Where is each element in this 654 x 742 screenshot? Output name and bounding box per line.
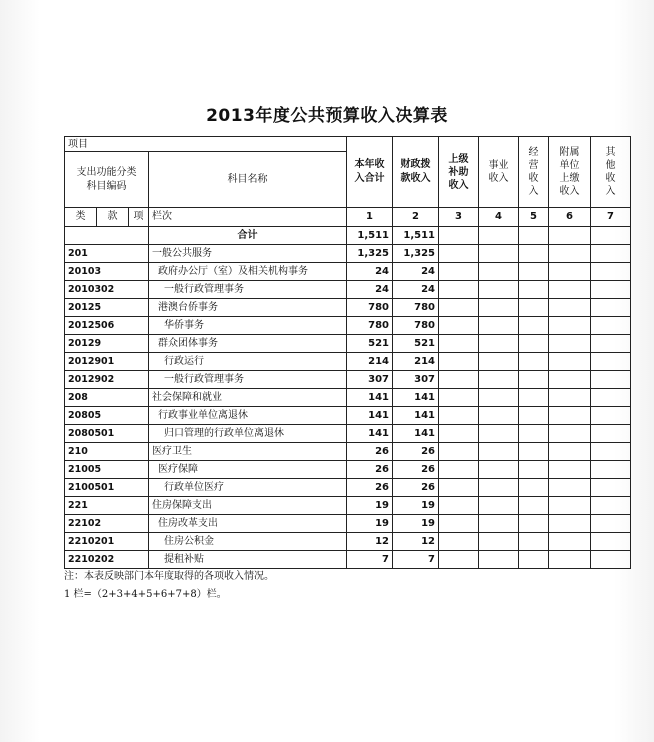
table-row	[65, 551, 631, 569]
row-total: 26	[347, 479, 393, 497]
row-empty	[519, 317, 549, 335]
row-empty	[591, 425, 631, 443]
total-empty	[519, 227, 549, 245]
row-fiscal: 780	[393, 299, 439, 317]
row-empty	[519, 479, 549, 497]
row-empty	[549, 461, 591, 479]
total-empty	[591, 227, 631, 245]
row-empty	[591, 353, 631, 371]
row-empty	[519, 407, 549, 425]
row-fiscal: 780	[393, 317, 439, 335]
row-fiscal: 26	[393, 479, 439, 497]
row-code: 2100501	[65, 479, 149, 497]
row-empty	[439, 263, 479, 281]
table-row	[65, 263, 631, 281]
header-row-index	[65, 208, 631, 227]
row-total: 141	[347, 389, 393, 407]
row-empty	[479, 551, 519, 569]
lei-header: 类	[65, 208, 97, 227]
row-empty	[479, 425, 519, 443]
row-total: 24	[347, 263, 393, 281]
row-empty	[519, 245, 549, 263]
total-empty	[549, 227, 591, 245]
col-total-label: 本年收 入合计	[354, 159, 385, 184]
col-superior-header	[439, 137, 479, 208]
table-row	[65, 479, 631, 497]
col-affiliated-label: 附属 单位 上缴 收入	[559, 147, 580, 197]
footnote-1: 注：本表反映部门本年度取得的各项收入情况。	[64, 571, 274, 582]
row-total: 214	[347, 353, 393, 371]
col-other-header	[591, 137, 631, 208]
row-empty	[549, 551, 591, 569]
row-fiscal: 12	[393, 533, 439, 551]
row-empty	[519, 281, 549, 299]
row-empty	[591, 281, 631, 299]
row-fiscal: 521	[393, 335, 439, 353]
row-empty	[549, 425, 591, 443]
table-row	[65, 371, 631, 389]
table-row	[65, 515, 631, 533]
col-index-7: 7	[591, 208, 631, 227]
func-code-header	[65, 152, 149, 208]
row-fiscal: 19	[393, 497, 439, 515]
xiang-header: 项	[129, 208, 149, 227]
row-empty	[479, 317, 519, 335]
row-empty	[549, 371, 591, 389]
row-empty	[479, 353, 519, 371]
row-empty	[439, 533, 479, 551]
header-row-item	[65, 137, 631, 152]
row-empty	[439, 515, 479, 533]
row-total: 7	[347, 551, 393, 569]
total-empty	[479, 227, 519, 245]
row-empty	[591, 299, 631, 317]
row-empty	[439, 389, 479, 407]
row-name: 住房公积金	[149, 533, 347, 551]
row-name: 政府办公厅（室）及相关机构事务	[149, 263, 347, 281]
table-row	[65, 299, 631, 317]
row-empty	[519, 299, 549, 317]
row-total: 12	[347, 533, 393, 551]
col-index-3: 3	[439, 208, 479, 227]
row-fiscal: 307	[393, 371, 439, 389]
row-empty	[591, 389, 631, 407]
row-code: 2012506	[65, 317, 149, 335]
col-superior-label: 上级 补助 收入	[448, 153, 469, 191]
footnotes	[64, 568, 630, 604]
row-empty	[519, 461, 549, 479]
col-business-label: 事业 收入	[488, 160, 509, 184]
row-empty	[519, 551, 549, 569]
row-empty	[439, 497, 479, 515]
row-code: 221	[65, 497, 149, 515]
table-row	[65, 443, 631, 461]
total-amount: 1,511	[347, 227, 393, 245]
table-row	[65, 245, 631, 263]
row-empty	[519, 353, 549, 371]
row-empty	[519, 443, 549, 461]
row-empty	[479, 371, 519, 389]
row-empty	[479, 515, 519, 533]
row-empty	[479, 245, 519, 263]
row-empty	[549, 245, 591, 263]
row-empty	[519, 425, 549, 443]
table-row	[65, 389, 631, 407]
revenue-table	[64, 136, 631, 569]
row-empty	[549, 281, 591, 299]
col-operating-label: 经 营 收 入	[528, 147, 539, 197]
subject-name-header: 科目名称	[149, 152, 347, 208]
row-fiscal: 1,325	[393, 245, 439, 263]
row-empty	[549, 389, 591, 407]
col-other-label: 其 他 收 入	[605, 147, 616, 197]
row-empty	[479, 299, 519, 317]
row-name: 群众团体事务	[149, 335, 347, 353]
row-empty	[439, 245, 479, 263]
row-name: 行政运行	[149, 353, 347, 371]
row-empty	[439, 407, 479, 425]
row-total: 1,325	[347, 245, 393, 263]
row-code: 201	[65, 245, 149, 263]
row-code: 20129	[65, 335, 149, 353]
row-empty	[439, 479, 479, 497]
row-empty	[591, 371, 631, 389]
row-empty	[519, 371, 549, 389]
row-empty	[549, 335, 591, 353]
total-row	[65, 227, 631, 245]
col-index-6: 6	[549, 208, 591, 227]
kuan-header: 款	[97, 208, 129, 227]
col-business-header	[479, 137, 519, 208]
col-total-header	[347, 137, 393, 208]
row-total: 780	[347, 299, 393, 317]
row-total: 521	[347, 335, 393, 353]
row-name: 归口管理的行政单位离退休	[149, 425, 347, 443]
row-empty	[591, 479, 631, 497]
row-empty	[549, 515, 591, 533]
row-empty	[549, 353, 591, 371]
row-name: 港澳台侨事务	[149, 299, 347, 317]
row-empty	[479, 497, 519, 515]
row-empty	[591, 533, 631, 551]
row-empty	[591, 497, 631, 515]
row-empty	[519, 263, 549, 281]
row-fiscal: 214	[393, 353, 439, 371]
row-fiscal: 19	[393, 515, 439, 533]
col-fiscal-label: 财政拨 款收入	[400, 159, 431, 184]
row-empty	[479, 281, 519, 299]
total-empty	[439, 227, 479, 245]
page-title: 2013年度公共预算收入决算表	[206, 106, 448, 126]
col-index-2: 2	[393, 208, 439, 227]
table-row	[65, 533, 631, 551]
row-empty	[479, 461, 519, 479]
row-empty	[591, 443, 631, 461]
row-name: 住房保障支出	[149, 497, 347, 515]
row-code: 21005	[65, 461, 149, 479]
row-empty	[479, 263, 519, 281]
item-header: 项目	[65, 137, 347, 152]
row-code: 208	[65, 389, 149, 407]
row-fiscal: 24	[393, 281, 439, 299]
row-empty	[549, 497, 591, 515]
row-code: 2012901	[65, 353, 149, 371]
row-name: 医疗保障	[149, 461, 347, 479]
row-empty	[519, 389, 549, 407]
row-empty	[549, 299, 591, 317]
row-empty	[439, 371, 479, 389]
row-fiscal: 26	[393, 461, 439, 479]
row-name: 行政事业单位离退休	[149, 407, 347, 425]
row-code: 20805	[65, 407, 149, 425]
lanci-header: 栏次	[149, 208, 347, 227]
table-row	[65, 281, 631, 299]
row-empty	[519, 515, 549, 533]
row-fiscal: 141	[393, 389, 439, 407]
row-empty	[479, 533, 519, 551]
row-empty	[479, 335, 519, 353]
row-empty	[439, 443, 479, 461]
row-empty	[591, 407, 631, 425]
row-total: 19	[347, 497, 393, 515]
col-index-5: 5	[519, 208, 549, 227]
row-name: 一般行政管理事务	[149, 371, 347, 389]
row-empty	[591, 461, 631, 479]
row-code: 2210201	[65, 533, 149, 551]
row-empty	[549, 407, 591, 425]
row-total: 141	[347, 425, 393, 443]
row-empty	[591, 317, 631, 335]
row-fiscal: 26	[393, 443, 439, 461]
row-empty	[479, 389, 519, 407]
row-empty	[519, 335, 549, 353]
row-empty	[591, 335, 631, 353]
col-affiliated-header	[549, 137, 591, 208]
row-fiscal: 141	[393, 407, 439, 425]
col-index-1: 1	[347, 208, 393, 227]
row-empty	[439, 461, 479, 479]
row-total: 780	[347, 317, 393, 335]
row-code: 20125	[65, 299, 149, 317]
total-fiscal: 1,511	[393, 227, 439, 245]
total-label: 合计	[149, 227, 347, 245]
row-empty	[439, 425, 479, 443]
row-fiscal: 7	[393, 551, 439, 569]
row-name: 华侨事务	[149, 317, 347, 335]
row-empty	[439, 299, 479, 317]
row-code: 2210202	[65, 551, 149, 569]
row-empty	[479, 479, 519, 497]
row-code: 20103	[65, 263, 149, 281]
row-empty	[591, 245, 631, 263]
row-total: 307	[347, 371, 393, 389]
row-empty	[479, 443, 519, 461]
row-empty	[519, 533, 549, 551]
row-total: 24	[347, 281, 393, 299]
row-total: 141	[347, 407, 393, 425]
total-code	[65, 227, 149, 245]
row-empty	[591, 263, 631, 281]
row-empty	[591, 515, 631, 533]
footnote-2: 1 栏=（2+3+4+5+6+7+8）栏。	[64, 589, 227, 600]
row-code: 2012902	[65, 371, 149, 389]
row-empty	[549, 443, 591, 461]
row-name: 提租补贴	[149, 551, 347, 569]
row-empty	[439, 551, 479, 569]
row-name: 行政单位医疗	[149, 479, 347, 497]
row-name: 社会保障和就业	[149, 389, 347, 407]
row-name: 住房改革支出	[149, 515, 347, 533]
row-total: 26	[347, 461, 393, 479]
table-row	[65, 461, 631, 479]
row-empty	[439, 317, 479, 335]
row-empty	[549, 317, 591, 335]
row-total: 19	[347, 515, 393, 533]
func-code-label: 支出功能分类 科目编码	[76, 166, 137, 192]
table-row	[65, 335, 631, 353]
row-empty	[519, 497, 549, 515]
col-fiscal-header	[393, 137, 439, 208]
row-code: 22102	[65, 515, 149, 533]
table-row	[65, 425, 631, 443]
row-name: 医疗卫生	[149, 443, 347, 461]
row-total: 26	[347, 443, 393, 461]
row-empty	[549, 263, 591, 281]
table-row	[65, 407, 631, 425]
col-index-4: 4	[479, 208, 519, 227]
row-fiscal: 24	[393, 263, 439, 281]
row-empty	[439, 353, 479, 371]
row-fiscal: 141	[393, 425, 439, 443]
table-row	[65, 317, 631, 335]
table-row	[65, 353, 631, 371]
row-empty	[591, 551, 631, 569]
row-empty	[479, 407, 519, 425]
table-row	[65, 497, 631, 515]
col-operating-header	[519, 137, 549, 208]
row-code: 2010302	[65, 281, 149, 299]
row-name: 一般公共服务	[149, 245, 347, 263]
row-empty	[439, 281, 479, 299]
row-empty	[549, 479, 591, 497]
row-empty	[439, 335, 479, 353]
row-code: 2080501	[65, 425, 149, 443]
row-name: 一般行政管理事务	[149, 281, 347, 299]
row-code: 210	[65, 443, 149, 461]
row-empty	[549, 533, 591, 551]
